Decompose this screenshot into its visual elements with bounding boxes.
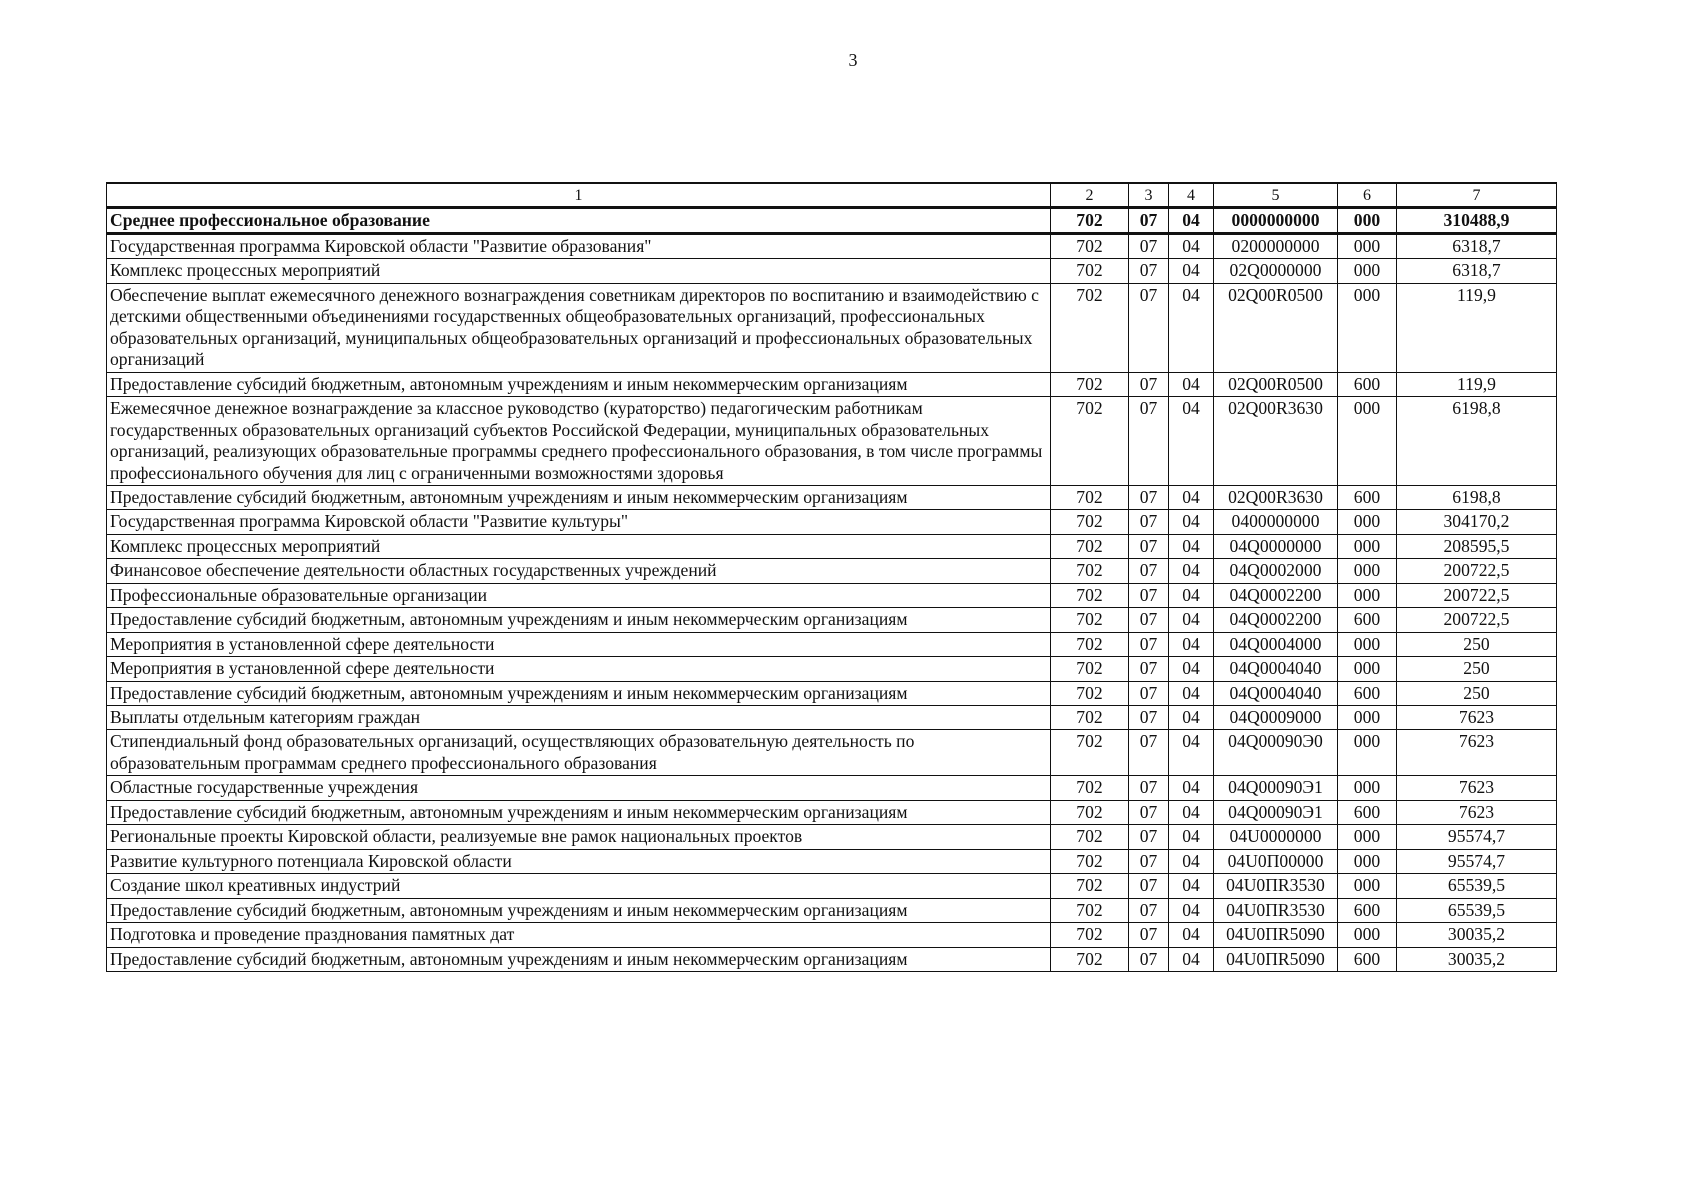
expense-type-code-cell: 000 <box>1338 730 1397 776</box>
expense-type-code-cell: 000 <box>1338 207 1397 233</box>
table-row <box>107 776 1557 800</box>
column-number-header-row <box>107 183 1557 207</box>
subsection-code-cell: 04 <box>1169 825 1214 849</box>
expense-type-code-cell: 000 <box>1338 776 1397 800</box>
amount-cell: 6198,8 <box>1397 485 1557 509</box>
expense-type-code-cell: 600 <box>1338 947 1397 971</box>
ministry-code-cell: 702 <box>1051 849 1129 873</box>
expenditure-name-cell: Создание школ креативных индустрий <box>107 874 1051 898</box>
target-article-code-cell: 0200000000 <box>1214 233 1338 258</box>
table-row <box>107 534 1557 558</box>
amount-cell: 7623 <box>1397 800 1557 824</box>
table-row <box>107 559 1557 583</box>
table-row <box>107 233 1557 258</box>
ministry-code-cell: 702 <box>1051 632 1129 656</box>
expenditure-name-cell: Профессиональные образовательные организации <box>107 583 1051 607</box>
target-article-code-cell: 04U0000000 <box>1214 825 1338 849</box>
subsection-code-cell: 04 <box>1169 207 1214 233</box>
expenditure-name-cell: Стипендиальный фонд образовательных организаций, осуществляющих образовательную деятельность по образовательным программам среднего профессионального образования <box>107 730 1051 776</box>
subsection-code-cell: 04 <box>1169 510 1214 534</box>
expenditure-name-cell: Региональные проекты Кировской области, реализуемые вне рамок национальных проектов <box>107 825 1051 849</box>
ministry-code-cell: 702 <box>1051 800 1129 824</box>
subsection-code-cell: 04 <box>1169 898 1214 922</box>
ministry-code-cell: 702 <box>1051 233 1129 258</box>
expense-type-code-cell: 600 <box>1338 681 1397 705</box>
target-article-code-cell: 02Q00R0500 <box>1214 283 1338 372</box>
target-article-code-cell: 0000000000 <box>1214 207 1338 233</box>
subsection-code-cell: 04 <box>1169 730 1214 776</box>
expenditure-name-cell: Среднее профессиональное образование <box>107 207 1051 233</box>
expenditure-name-cell: Предоставление субсидий бюджетным, автономным учреждениям и иным некоммерческим организациям <box>107 608 1051 632</box>
expenditure-name-cell: Предоставление субсидий бюджетным, автономным учреждениям и иным некоммерческим организациям <box>107 898 1051 922</box>
target-article-code-cell: 02Q00R0500 <box>1214 372 1338 396</box>
target-article-code-cell: 0400000000 <box>1214 510 1338 534</box>
expenditure-name-cell: Подготовка и проведение празднования памятных дат <box>107 923 1051 947</box>
column-number-header: 7 <box>1397 183 1557 207</box>
section-code-cell: 07 <box>1129 559 1169 583</box>
expenditure-name-cell: Предоставление субсидий бюджетным, автономным учреждениям и иным некоммерческим организациям <box>107 681 1051 705</box>
table-row <box>107 706 1557 730</box>
ministry-code-cell: 702 <box>1051 825 1129 849</box>
table-body <box>107 207 1557 972</box>
amount-cell: 7623 <box>1397 730 1557 776</box>
expense-type-code-cell: 000 <box>1338 283 1397 372</box>
subsection-code-cell: 04 <box>1169 485 1214 509</box>
expense-type-code-cell: 000 <box>1338 534 1397 558</box>
subsection-code-cell: 04 <box>1169 397 1214 486</box>
expense-type-code-cell: 000 <box>1338 559 1397 583</box>
expenditure-name-cell: Предоставление субсидий бюджетным, автономным учреждениям и иным некоммерческим организациям <box>107 800 1051 824</box>
amount-cell: 250 <box>1397 632 1557 656</box>
amount-cell: 7623 <box>1397 776 1557 800</box>
section-code-cell: 07 <box>1129 776 1169 800</box>
table-row <box>107 283 1557 372</box>
section-code-cell: 07 <box>1129 372 1169 396</box>
column-number-header: 2 <box>1051 183 1129 207</box>
expense-type-code-cell: 600 <box>1338 372 1397 396</box>
subsection-code-cell: 04 <box>1169 583 1214 607</box>
table-row <box>107 583 1557 607</box>
subsection-code-cell: 04 <box>1169 559 1214 583</box>
column-number-header: 4 <box>1169 183 1214 207</box>
expenditure-name-cell: Государственная программа Кировской области "Развитие образования" <box>107 233 1051 258</box>
expenditure-name-cell: Выплаты отдельным категориям граждан <box>107 706 1051 730</box>
amount-cell: 119,9 <box>1397 283 1557 372</box>
table-row <box>107 849 1557 873</box>
ministry-code-cell: 702 <box>1051 681 1129 705</box>
expense-type-code-cell: 000 <box>1338 825 1397 849</box>
expense-type-code-cell: 600 <box>1338 485 1397 509</box>
page-number: 3 <box>848 50 858 70</box>
ministry-code-cell: 702 <box>1051 608 1129 632</box>
table-row <box>107 923 1557 947</box>
subsection-code-cell: 04 <box>1169 259 1214 283</box>
section-code-cell: 07 <box>1129 730 1169 776</box>
ministry-code-cell: 702 <box>1051 510 1129 534</box>
expenditure-name-cell: Государственная программа Кировской области "Развитие культуры" <box>107 510 1051 534</box>
ministry-code-cell: 702 <box>1051 923 1129 947</box>
target-article-code-cell: 04U0ПR5090 <box>1214 947 1338 971</box>
subsection-code-cell: 04 <box>1169 632 1214 656</box>
expense-type-code-cell: 000 <box>1338 233 1397 258</box>
table-row <box>107 632 1557 656</box>
section-code-cell: 07 <box>1129 825 1169 849</box>
amount-cell: 200722,5 <box>1397 608 1557 632</box>
target-article-code-cell: 04Q0004040 <box>1214 657 1338 681</box>
ministry-code-cell: 702 <box>1051 776 1129 800</box>
amount-cell: 30035,2 <box>1397 923 1557 947</box>
section-code-cell: 07 <box>1129 397 1169 486</box>
table-row <box>107 397 1557 486</box>
target-article-code-cell: 04Q0000000 <box>1214 534 1338 558</box>
subsection-code-cell: 04 <box>1169 849 1214 873</box>
amount-cell: 95574,7 <box>1397 849 1557 873</box>
section-code-cell: 07 <box>1129 800 1169 824</box>
section-code-cell: 07 <box>1129 874 1169 898</box>
subsection-code-cell: 04 <box>1169 534 1214 558</box>
amount-cell: 200722,5 <box>1397 583 1557 607</box>
target-article-code-cell: 04U0ПR3530 <box>1214 898 1338 922</box>
amount-cell: 7623 <box>1397 706 1557 730</box>
target-article-code-cell: 04Q00090Э0 <box>1214 730 1338 776</box>
amount-cell: 30035,2 <box>1397 947 1557 971</box>
expense-type-code-cell: 600 <box>1338 800 1397 824</box>
section-code-cell: 07 <box>1129 681 1169 705</box>
section-code-cell: 07 <box>1129 583 1169 607</box>
ministry-code-cell: 702 <box>1051 485 1129 509</box>
target-article-code-cell: 02Q00R3630 <box>1214 397 1338 486</box>
expense-type-code-cell: 000 <box>1338 849 1397 873</box>
table-row <box>107 898 1557 922</box>
target-article-code-cell: 04Q00090Э1 <box>1214 800 1338 824</box>
ministry-code-cell: 702 <box>1051 730 1129 776</box>
section-code-cell: 07 <box>1129 207 1169 233</box>
ministry-code-cell: 702 <box>1051 534 1129 558</box>
section-code-cell: 07 <box>1129 849 1169 873</box>
subsection-code-cell: 04 <box>1169 874 1214 898</box>
expense-type-code-cell: 000 <box>1338 923 1397 947</box>
ministry-code-cell: 702 <box>1051 259 1129 283</box>
target-article-code-cell: 04Q0004000 <box>1214 632 1338 656</box>
expense-type-code-cell: 000 <box>1338 397 1397 486</box>
expense-type-code-cell: 000 <box>1338 583 1397 607</box>
expense-type-code-cell: 000 <box>1338 874 1397 898</box>
section-code-cell: 07 <box>1129 632 1169 656</box>
subsection-code-cell: 04 <box>1169 233 1214 258</box>
table-row <box>107 947 1557 971</box>
section-code-cell: 07 <box>1129 534 1169 558</box>
section-code-cell: 07 <box>1129 510 1169 534</box>
target-article-code-cell: 04U0П00000 <box>1214 849 1338 873</box>
column-number-header: 3 <box>1129 183 1169 207</box>
target-article-code-cell: 04Q00090Э1 <box>1214 776 1338 800</box>
expenditure-name-cell: Финансовое обеспечение деятельности областных государственных учреждений <box>107 559 1051 583</box>
table-row <box>107 874 1557 898</box>
ministry-code-cell: 702 <box>1051 874 1129 898</box>
expenditure-name-cell: Мероприятия в установленной сфере деятельности <box>107 632 1051 656</box>
amount-cell: 65539,5 <box>1397 874 1557 898</box>
subsection-code-cell: 04 <box>1169 657 1214 681</box>
expense-type-code-cell: 600 <box>1338 608 1397 632</box>
expenditure-name-cell: Предоставление субсидий бюджетным, автономным учреждениям и иным некоммерческим организациям <box>107 372 1051 396</box>
expenditure-name-cell: Ежемесячное денежное вознаграждение за классное руководство (кураторство) педагогическим работникам государственных образовательных организаций субъектов Российской Федерации, муниципальных образовательных организаций, реализующих образовательные программы среднего профессионального образования, в том числе программы профессионального обучения для лиц с ограниченными возможностями здоровья <box>107 397 1051 486</box>
section-code-cell: 07 <box>1129 898 1169 922</box>
expenditure-name-cell: Обеспечение выплат ежемесячного денежного вознаграждения советникам директоров по воспитанию и взаимодействию с детскими общественными объединениями государственных общеобразовательных организаций, профессиональных образовательных организаций, муниципальных общеобразовательных организаций и профессиональных образовательных организаций <box>107 283 1051 372</box>
ministry-code-cell: 702 <box>1051 559 1129 583</box>
column-number-header: 5 <box>1214 183 1338 207</box>
table-row <box>107 207 1557 233</box>
subsection-code-cell: 04 <box>1169 681 1214 705</box>
table-row <box>107 825 1557 849</box>
target-article-code-cell: 04Q0009000 <box>1214 706 1338 730</box>
section-code-cell: 07 <box>1129 947 1169 971</box>
ministry-code-cell: 702 <box>1051 657 1129 681</box>
amount-cell: 250 <box>1397 657 1557 681</box>
amount-cell: 250 <box>1397 681 1557 705</box>
expense-type-code-cell: 000 <box>1338 657 1397 681</box>
amount-cell: 6198,8 <box>1397 397 1557 486</box>
expenditure-name-cell: Предоставление субсидий бюджетным, автономным учреждениям и иным некоммерческим организациям <box>107 485 1051 509</box>
expense-type-code-cell: 600 <box>1338 898 1397 922</box>
ministry-code-cell: 702 <box>1051 397 1129 486</box>
amount-cell: 6318,7 <box>1397 259 1557 283</box>
column-number-header: 6 <box>1338 183 1397 207</box>
ministry-code-cell: 702 <box>1051 706 1129 730</box>
amount-cell: 310488,9 <box>1397 207 1557 233</box>
expenditure-name-cell: Мероприятия в установленной сфере деятельности <box>107 657 1051 681</box>
section-code-cell: 07 <box>1129 485 1169 509</box>
expense-type-code-cell: 000 <box>1338 259 1397 283</box>
target-article-code-cell: 02Q00R3630 <box>1214 485 1338 509</box>
subsection-code-cell: 04 <box>1169 800 1214 824</box>
subsection-code-cell: 04 <box>1169 283 1214 372</box>
target-article-code-cell: 02Q0000000 <box>1214 259 1338 283</box>
expenditure-name-cell: Комплекс процессных мероприятий <box>107 259 1051 283</box>
subsection-code-cell: 04 <box>1169 947 1214 971</box>
expense-type-code-cell: 000 <box>1338 706 1397 730</box>
section-code-cell: 07 <box>1129 259 1169 283</box>
target-article-code-cell: 04Q0002200 <box>1214 583 1338 607</box>
expenditure-name-cell: Предоставление субсидий бюджетным, автономным учреждениям и иным некоммерческим организациям <box>107 947 1051 971</box>
section-code-cell: 07 <box>1129 923 1169 947</box>
ministry-code-cell: 702 <box>1051 947 1129 971</box>
subsection-code-cell: 04 <box>1169 776 1214 800</box>
expense-type-code-cell: 000 <box>1338 510 1397 534</box>
target-article-code-cell: 04U0ПR3530 <box>1214 874 1338 898</box>
section-code-cell: 07 <box>1129 608 1169 632</box>
column-number-header: 1 <box>107 183 1051 207</box>
ministry-code-cell: 702 <box>1051 207 1129 233</box>
expense-type-code-cell: 000 <box>1338 632 1397 656</box>
table-row <box>107 372 1557 396</box>
section-code-cell: 07 <box>1129 283 1169 372</box>
table-row <box>107 800 1557 824</box>
expenditure-name-cell: Областные государственные учреждения <box>107 776 1051 800</box>
target-article-code-cell: 04Q0002000 <box>1214 559 1338 583</box>
amount-cell: 95574,7 <box>1397 825 1557 849</box>
amount-cell: 304170,2 <box>1397 510 1557 534</box>
section-code-cell: 07 <box>1129 706 1169 730</box>
amount-cell: 6318,7 <box>1397 233 1557 258</box>
expenditure-name-cell: Комплекс процессных мероприятий <box>107 534 1051 558</box>
table-row <box>107 510 1557 534</box>
budget-table <box>106 182 1557 972</box>
table-row <box>107 485 1557 509</box>
expenditure-name-cell: Развитие культурного потенциала Кировской области <box>107 849 1051 873</box>
ministry-code-cell: 702 <box>1051 283 1129 372</box>
subsection-code-cell: 04 <box>1169 706 1214 730</box>
ministry-code-cell: 702 <box>1051 898 1129 922</box>
target-article-code-cell: 04Q0004040 <box>1214 681 1338 705</box>
table-row <box>107 681 1557 705</box>
table-row <box>107 259 1557 283</box>
target-article-code-cell: 04Q0002200 <box>1214 608 1338 632</box>
amount-cell: 208595,5 <box>1397 534 1557 558</box>
target-article-code-cell: 04U0ПR5090 <box>1214 923 1338 947</box>
amount-cell: 200722,5 <box>1397 559 1557 583</box>
amount-cell: 119,9 <box>1397 372 1557 396</box>
section-code-cell: 07 <box>1129 657 1169 681</box>
table-row <box>107 730 1557 776</box>
amount-cell: 65539,5 <box>1397 898 1557 922</box>
subsection-code-cell: 04 <box>1169 608 1214 632</box>
table-row <box>107 657 1557 681</box>
table-row <box>107 608 1557 632</box>
section-code-cell: 07 <box>1129 233 1169 258</box>
ministry-code-cell: 702 <box>1051 583 1129 607</box>
ministry-code-cell: 702 <box>1051 372 1129 396</box>
subsection-code-cell: 04 <box>1169 372 1214 396</box>
subsection-code-cell: 04 <box>1169 923 1214 947</box>
